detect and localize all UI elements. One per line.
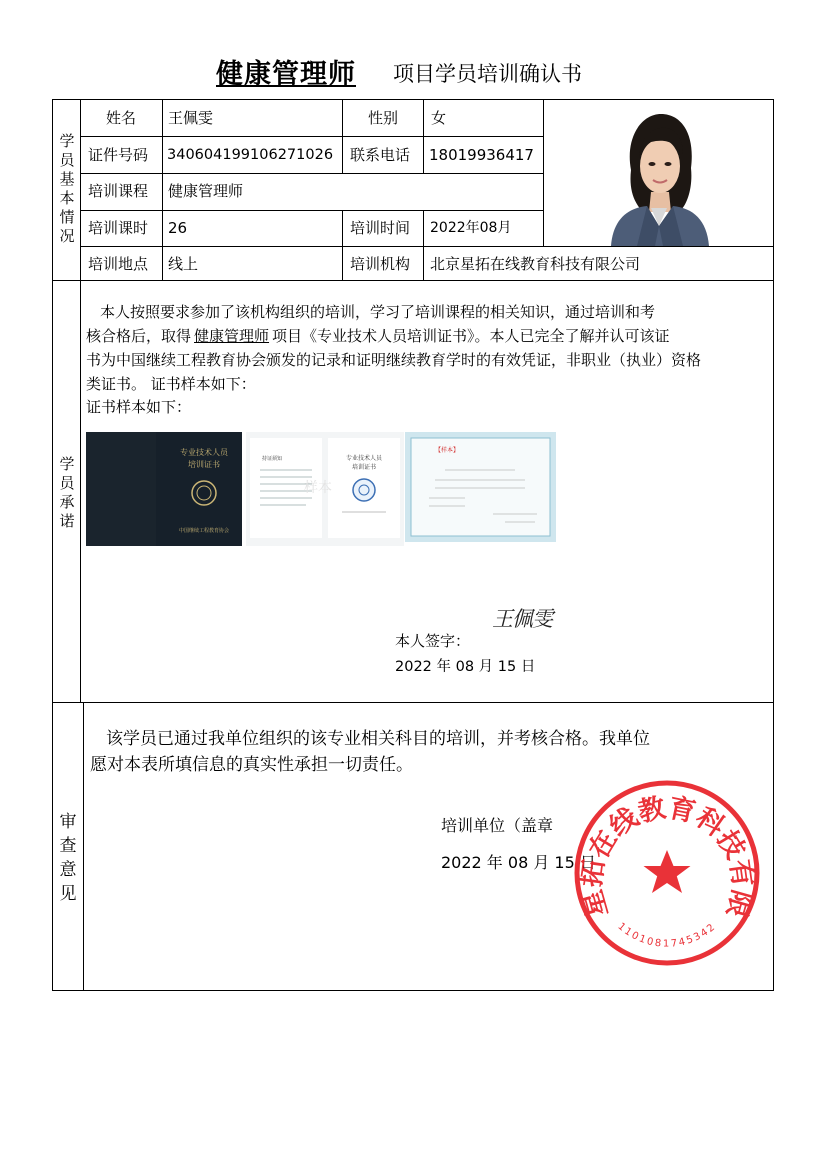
id-number-value: 340604199106271026	[167, 147, 334, 163]
org-value: 北京星拓在线教育科技有限公司	[430, 255, 641, 273]
gender-value: 女	[431, 109, 447, 127]
promise-course-name: 健康管理师	[194, 327, 270, 345]
hours-label: 培训课时	[88, 219, 149, 237]
hours-value: 26	[168, 219, 188, 237]
phone-label: 联系电话	[350, 146, 411, 164]
unit-stamp-label: 培训单位（盖章	[441, 816, 554, 835]
promise-line-1: 本人按照要求参加了该机构组织的培训，学习了培训课程的相关知识，通过培训和考	[100, 303, 656, 321]
course-value: 健康管理师	[168, 182, 244, 200]
promise-date: 2022 年 08 月 15 日	[395, 659, 536, 675]
sample-inner-right-line1: 专业技术人员	[345, 455, 383, 462]
seal-text: 星拓在线教育科技有限	[576, 792, 758, 921]
sample-certificate-image	[405, 432, 556, 542]
org-label: 培训机构	[350, 255, 411, 273]
document-subtitle: 项目学员培训确认书	[393, 62, 582, 86]
promise-line-2a: 核合格后，取得	[86, 327, 192, 345]
sample-inner-watermark: 样本	[304, 480, 332, 496]
sample-inner-image	[246, 432, 404, 546]
sample-cover-line2: 培训证书	[188, 460, 220, 469]
student-signature: 王佩雯	[492, 607, 552, 631]
sample-inner-left-title: 持证须知	[262, 456, 283, 462]
name-value: 王佩雯	[168, 109, 214, 127]
course-label: 培训课程	[88, 182, 149, 200]
sample-cover-footer: 中国继续工程教育协会	[178, 528, 230, 534]
promise-line-3: 书为中国继续工程教育协会颁发的记录和证明继续教育学时的有效凭证，非职业（执业）资格	[86, 351, 702, 369]
document-title: 健康管理师	[216, 59, 356, 90]
review-date: 2022 年 08 月 15 日	[441, 853, 596, 872]
section-label-basic: 学员基本情况	[59, 132, 75, 245]
review-line-1: 该学员已通过我单位组织的该专业相关科目的培训，并考核合格。我单位	[106, 729, 650, 749]
promise-line-4: 类证书。 证书样本如下：	[86, 375, 256, 393]
section-label-review: 审查意见	[59, 812, 77, 904]
name-label: 姓名	[106, 109, 137, 127]
promise-line-5: 证书样本如下：	[86, 398, 192, 416]
seal-star-icon	[644, 850, 691, 893]
promise-line-2	[86, 324, 670, 348]
review-line-2: 愿对本表所填信息的真实性承担一切责任。	[90, 755, 413, 775]
time-label: 培训时间	[350, 219, 411, 237]
phone-value: 18019936417	[429, 146, 534, 164]
signature-label: 本人签字：	[395, 632, 471, 650]
official-seal	[572, 778, 762, 968]
gender-label: 性别	[368, 109, 399, 127]
promise-line-2b: 项目《专业技术人员培训证书》。本人已完全了解并认可该证	[272, 327, 670, 345]
student-photo	[607, 108, 711, 246]
time-value: 2022年08月	[430, 220, 512, 236]
sample-cover-line1: 专业技术人员	[180, 448, 228, 457]
section-label-promise: 学员承诺	[59, 455, 75, 530]
place-value: 线上	[168, 255, 199, 273]
id-number-label: 证件号码	[88, 146, 149, 164]
sample-cover-image	[86, 432, 242, 546]
sample-inner-right-line2: 培训证书	[351, 464, 377, 471]
seal-number: 1101081745342	[615, 920, 719, 950]
place-label: 培训地点	[88, 255, 149, 273]
sample-cert-tag: 【样本】	[435, 447, 460, 454]
